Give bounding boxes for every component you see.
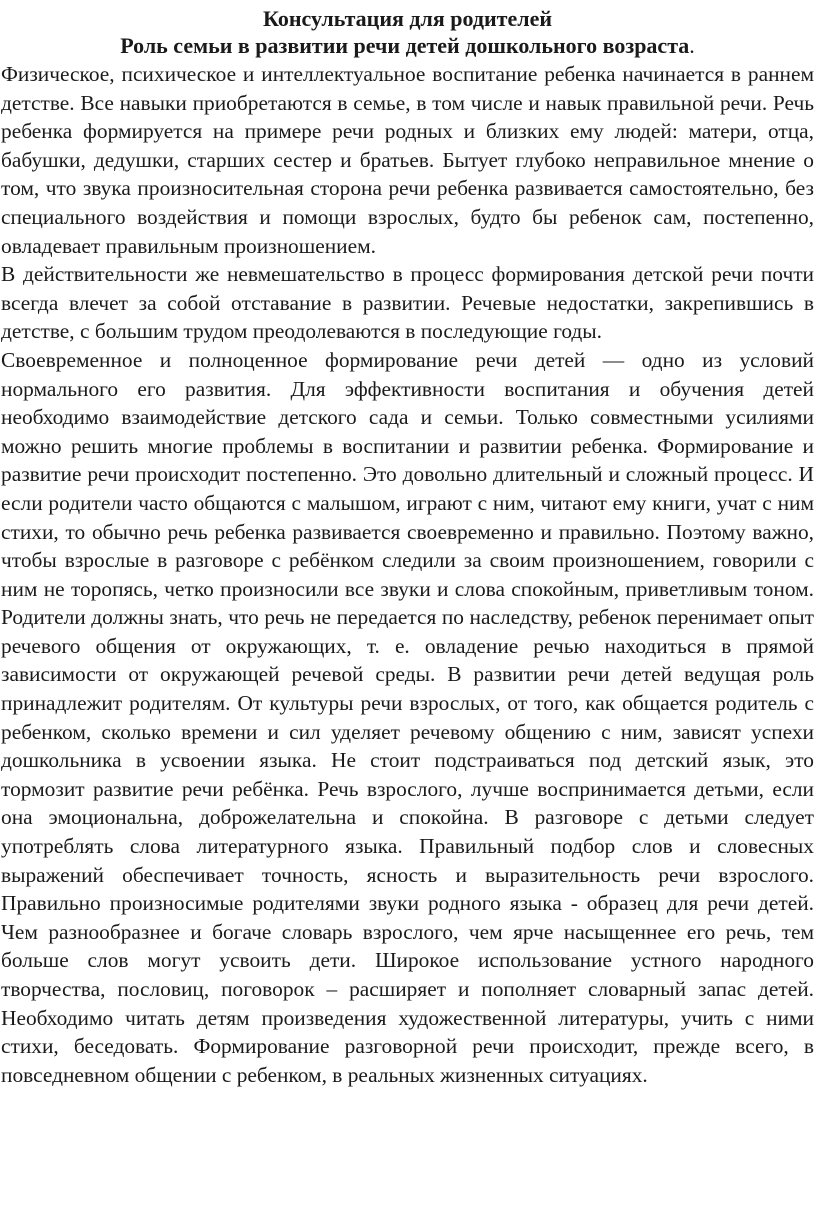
- document-title: Консультация для родителей: [262, 6, 553, 31]
- document-subtitle-period: .: [689, 33, 695, 58]
- paragraph-3: Своевременное и полноценное формирование речи детей — одно из условий нормального его развития. Для эффективности воспитания и обучения детей необходимо взаимодействие детского сада и семьи. Только совместными усилиями можно решить многие проблемы в воспитании и развитии ребенка. Формирование и развитие речи происходит постепенно. Это довольно длительный и сложный процесс. И если родители часто общаются с малышом, играют с ним, читают ему книги, учат с ним стихи, то обычно речь ребенка развивается своевременно и правильно. Поэтому важно, чтобы взрослые в разговоре с ребёнком следили за своим произношением, говорили с ним не торопясь, четко произносили все звуки и слова спокойным, приветливым тоном. Родители должны знать, что речь не передается по наследству, ребенок перенимает опыт речевого общения от окружающих, т. е. овладение речью находиться в прямой зависимости от окружающей речевой среды. В развитии речи детей ведущая роль принадлежит родителям. От культуры речи взрослых, от того, как общается родитель с ребенком, сколько времени и сил уделяет речевому общению с ним, зависят успехи дошкольника в усвоении языка. Не стоит подстраиваться под детский язык, это тормозит развитие речи ребёнка. Речь взрослого, лучше воспринимается детьми, если она эмоциональна, доброжелательна и спокойна. В разговоре с детьми следует употреблять слова литературного языка. Правильный подбор слов и словесных выражений обеспечивает точность, ясность и выразительность речи взрослого. Правильно произносимые родителями звуки родного языка - образец для речи детей. Чем разнообразнее и богаче словарь взрослого, чем ярче насыщеннее его речь, тем больше слов могут усвоить дети. Широкое использование устного народного творчества, пословиц, поговорок – расширяет и пополняет словарный запас детей. Необходимо читать детям произведения художественной литературы, учить с ними стихи, беседовать. Формирование разговорной речи происходит, прежде всего, в повседневном общении с ребенком, в реальных жизненных ситуациях.: [1, 347, 814, 1087]
- paragraph-2: В действительности же невмешательство в процесс формирования детской речи почти всегда влечет за собой отставание в развитии. Речевые недостатки, закрепившись в детстве, с большим трудом преодолеваются в последующие годы.: [1, 262, 814, 344]
- document-subtitle: [1, 32, 814, 60]
- document-subtitle-text: Роль семьи в развитии речи детей дошкольного возраста: [120, 33, 690, 58]
- paragraph-1: Физическое, психическое и интеллектуальное воспитание ребенка начинается в раннем детстве. Все навыки приобретаются в семье, в том числе и навык правильной речи. Речь ребенка формируется на примере речи родных и близких ему людей: матери, отца, бабушки, дедушки, старших сестер и братьев. Бытует глубоко неправильное мнение о том, что звука произносительная сторона речи ребенка развивается самостоятельно, без специального воздействия и помощи взрослых, будто бы ребенок сам, постепенно, овладевает правильным произношением.: [1, 62, 814, 258]
